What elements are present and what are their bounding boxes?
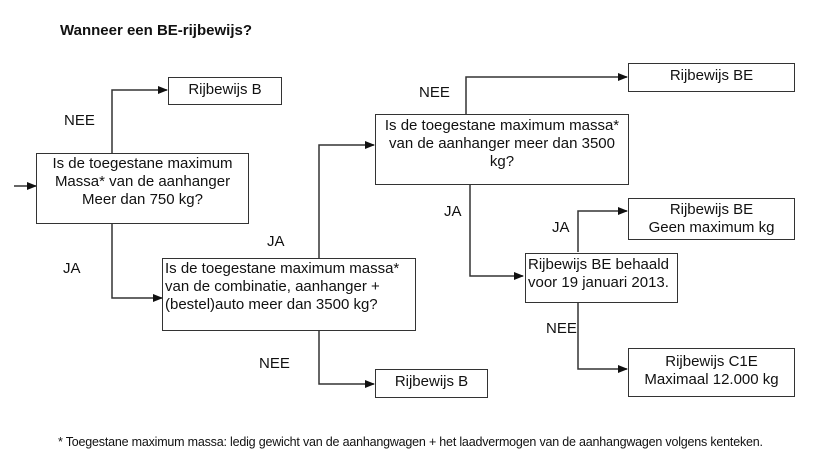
edge-q4-nee: [578, 302, 627, 369]
diagram-title: Wanneer een BE-rijbewijs?: [60, 22, 252, 39]
edge-q1-nee: [112, 90, 167, 153]
edge-q2-ja: [319, 145, 374, 258]
node-rijbewijs-c1e: Rijbewijs C1E Maximaal 12.000 kg: [628, 348, 795, 397]
node-rijbewijs-be-no-max: Rijbewijs BE Geen maximum kg: [628, 198, 795, 240]
edge-q2-nee: [319, 330, 374, 384]
edge-q1-ja: [112, 223, 162, 298]
footnote: * Toegestane maximum massa: ledig gewicht van de aanhangwagen + het laadvermogen van de aanhangwagen volgens kenteken.: [58, 435, 763, 449]
edge-label-q3-ja: JA: [444, 203, 462, 220]
node-question-750kg: Is de toegestane maximum Massa* van de aanhanger Meer dan 750 kg?: [36, 153, 249, 224]
edge-q3-ja: [470, 184, 523, 276]
edge-label-q1-nee: NEE: [64, 112, 95, 129]
node-question-trailer-3500kg: Is de toegestane maximum massa* van de aanhanger meer dan 3500 kg?: [375, 114, 629, 185]
edge-label-q1-ja: JA: [63, 260, 81, 277]
edge-q4-ja: [578, 211, 627, 252]
edge-label-q4-ja: JA: [552, 219, 570, 236]
edge-label-q3-nee: NEE: [419, 84, 450, 101]
node-rijbewijs-b-bottom: Rijbewijs B: [375, 369, 488, 398]
edge-label-q2-ja: JA: [267, 233, 285, 250]
node-question-be-before-2013: Rijbewijs BE behaald voor 19 januari 2013.: [525, 253, 678, 303]
edge-q3-nee: [466, 77, 627, 114]
edge-label-q4-nee: NEE: [546, 320, 577, 337]
edge-label-q2-nee: NEE: [259, 355, 290, 372]
node-rijbewijs-be: Rijbewijs BE: [628, 63, 795, 92]
node-question-combination-3500kg: Is de toegestane maximum massa* van de combinatie, aanhanger + (bestel)auto meer dan 3500 kg?: [162, 258, 416, 331]
node-rijbewijs-b-top: Rijbewijs B: [168, 77, 282, 105]
